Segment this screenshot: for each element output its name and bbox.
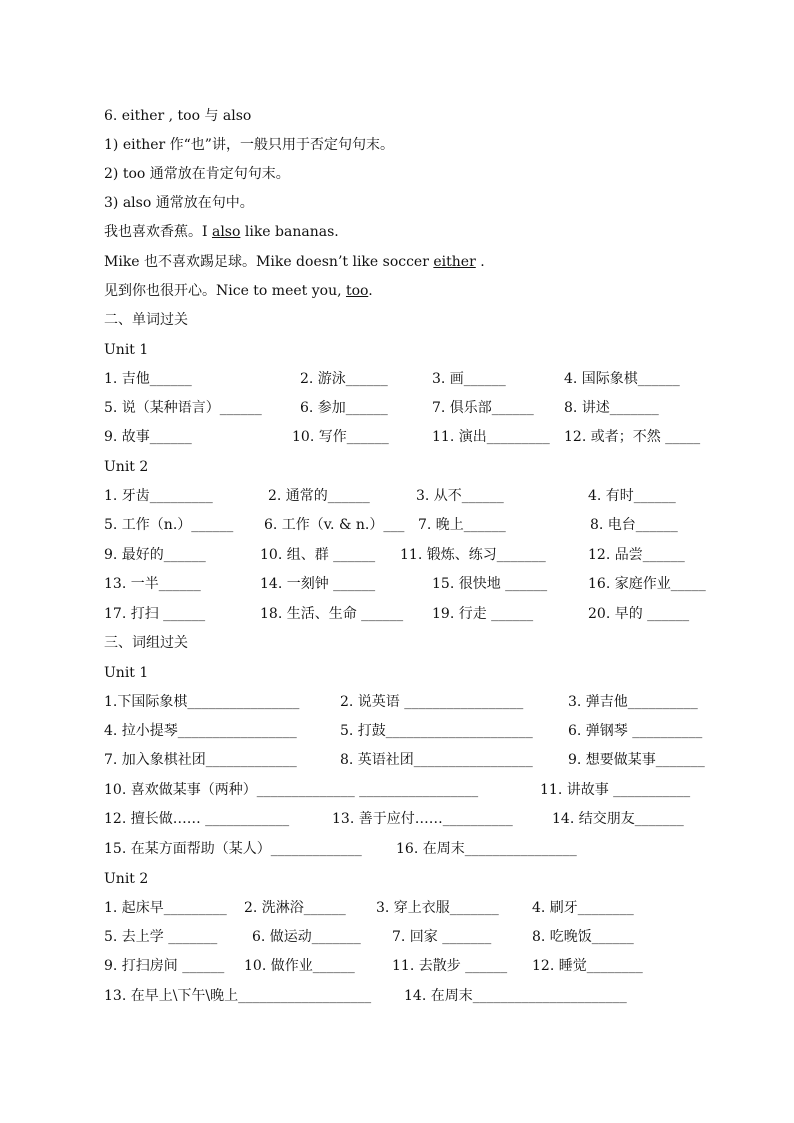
vocab-item: 4. 国际象棋______ bbox=[564, 371, 680, 387]
phrase-item: 16. 在周末________________ bbox=[396, 841, 577, 857]
phrase-item: 11. 去散步 ______ bbox=[392, 958, 508, 974]
vocab-item: 13. 一半______ bbox=[104, 576, 201, 592]
vocab-item: 1. 牙齿_________ bbox=[104, 488, 213, 504]
vocab-item: 3. 画______ bbox=[432, 371, 506, 387]
unit-heading: Unit 1 bbox=[104, 665, 149, 681]
section-title-words: 二、单词过关 bbox=[104, 312, 188, 328]
phrase-item: 7. 加入象棋社团_____________ bbox=[104, 752, 297, 768]
vocab-item: 8. 讲述_______ bbox=[564, 400, 659, 416]
phrase-item: 1. 起床早_________ bbox=[104, 900, 227, 916]
phrase-item: 3. 穿上衣服_______ bbox=[376, 900, 499, 916]
vocab-item: 19. 行走 ______ bbox=[432, 606, 534, 622]
vocab-item: 10. 组、群 ______ bbox=[260, 547, 376, 563]
vocab-item: 3. 从不______ bbox=[416, 488, 504, 504]
phrase-item: 6. 弹钢琴 __________ bbox=[568, 723, 703, 739]
vocab-item: 2. 通常的______ bbox=[268, 488, 370, 504]
phrase-item: 3. 弹吉他__________ bbox=[568, 694, 698, 710]
phrase-item: 2. 说英语 _________________ bbox=[340, 694, 524, 710]
example-keyword: either bbox=[433, 254, 476, 270]
vocab-item: 14. 一刻钟 ______ bbox=[260, 576, 376, 592]
vocab-item: 18. 生活、生命 ______ bbox=[260, 606, 404, 622]
vocab-item: 4. 有时______ bbox=[588, 488, 676, 504]
example-keyword: too bbox=[346, 283, 369, 299]
vocab-item: 5. 工作（n.）______ bbox=[104, 517, 234, 533]
grammar-rule-either: 1) either 作“也”讲，一般只用于否定句句末。 bbox=[104, 137, 394, 153]
grammar-rule-too: 2) too 通常放在肯定句句末。 bbox=[104, 166, 290, 182]
grammar-rule-also: 3) also 通常放在句中。 bbox=[104, 195, 254, 211]
phrase-item: 10. 做作业______ bbox=[244, 958, 355, 974]
phrase-item: 4. 刷牙________ bbox=[532, 900, 634, 916]
vocab-item: 7. 俱乐部______ bbox=[432, 400, 534, 416]
vocab-item: 15. 很快地 ______ bbox=[432, 576, 548, 592]
example-also bbox=[104, 222, 339, 242]
example-text: Mike 也不喜欢踢足球。Mike doesn’t like soccer bbox=[104, 254, 434, 270]
vocab-item: 16. 家庭作业_____ bbox=[588, 576, 706, 592]
phrase-item: 12. 擅长做…… ____________ bbox=[104, 811, 290, 827]
phrase-item: 10. 喜欢做某事（两种）______________ _________________ bbox=[104, 782, 479, 798]
vocab-item: 10. 写作______ bbox=[292, 429, 389, 445]
example-text: like bananas. bbox=[240, 224, 339, 240]
vocab-item: 11. 演出_________ bbox=[432, 429, 550, 445]
phrase-item: 14. 在周末______________________ bbox=[404, 988, 627, 1004]
vocab-item: 6. 工作（v. & n.）___ bbox=[264, 517, 405, 533]
vocab-item: 11. 锻炼、练习_______ bbox=[400, 547, 546, 563]
vocab-item: 7. 晚上______ bbox=[418, 517, 506, 533]
unit-heading: Unit 2 bbox=[104, 459, 149, 475]
unit-heading: Unit 1 bbox=[104, 342, 149, 358]
phrase-item: 1.下国际象棋________________ bbox=[104, 694, 300, 710]
phrase-item: 12. 睡觉________ bbox=[532, 958, 643, 974]
vocab-item: 9. 故事______ bbox=[104, 429, 192, 445]
phrase-item: 11. 讲故事 ___________ bbox=[540, 782, 691, 798]
vocab-item: 20. 早的 ______ bbox=[588, 606, 690, 622]
vocab-item: 1. 吉他______ bbox=[104, 371, 192, 387]
phrase-item: 7. 回家 _______ bbox=[392, 929, 492, 945]
example-keyword: also bbox=[211, 224, 241, 240]
phrase-item: 5. 去上学 _______ bbox=[104, 929, 218, 945]
section-title-phrases: 三、词组过关 bbox=[104, 635, 188, 651]
phrase-item: 5. 打鼓_____________________ bbox=[340, 723, 533, 739]
example-text: . bbox=[368, 283, 373, 299]
phrase-item: 6. 做运动_______ bbox=[252, 929, 361, 945]
vocab-item: 2. 游泳______ bbox=[300, 371, 388, 387]
vocab-item: 8. 电台______ bbox=[590, 517, 678, 533]
vocab-item: 12. 或者；不然 _____ bbox=[564, 429, 701, 445]
phrase-item: 9. 打扫房间 ______ bbox=[104, 958, 225, 974]
grammar-title: 6. either , too 与 also bbox=[104, 108, 252, 124]
example-text: . bbox=[475, 254, 485, 270]
vocab-item: 17. 打扫 ______ bbox=[104, 606, 206, 622]
phrase-item: 4. 拉小提琴_________________ bbox=[104, 723, 297, 739]
phrase-item: 13. 在早上\下午\晚上___________________ bbox=[104, 988, 372, 1004]
vocab-item: 5. 说（某种语言）______ bbox=[104, 400, 262, 416]
phrase-item: 8. 英语社团_________________ bbox=[340, 752, 533, 768]
unit-heading: Unit 2 bbox=[104, 871, 149, 887]
phrase-item: 14. 结交朋友_______ bbox=[552, 811, 684, 827]
phrase-item: 2. 洗淋浴______ bbox=[244, 900, 346, 916]
vocab-item: 12. 品尝______ bbox=[588, 547, 685, 563]
phrase-item: 8. 吃晚饭______ bbox=[532, 929, 634, 945]
phrase-item: 13. 善于应付……__________ bbox=[332, 811, 513, 827]
example-text: 见到你也很开心。Nice to meet you, bbox=[104, 283, 346, 299]
phrase-item: 15. 在某方面帮助（某人）_____________ bbox=[104, 841, 362, 857]
vocab-item: 6. 参加______ bbox=[300, 400, 388, 416]
example-either bbox=[104, 252, 485, 272]
phrase-item: 9. 想要做某事_______ bbox=[568, 752, 705, 768]
example-too bbox=[104, 281, 373, 301]
vocab-item: 9. 最好的______ bbox=[104, 547, 206, 563]
example-text: 我也喜欢香蕉。I bbox=[104, 224, 212, 240]
